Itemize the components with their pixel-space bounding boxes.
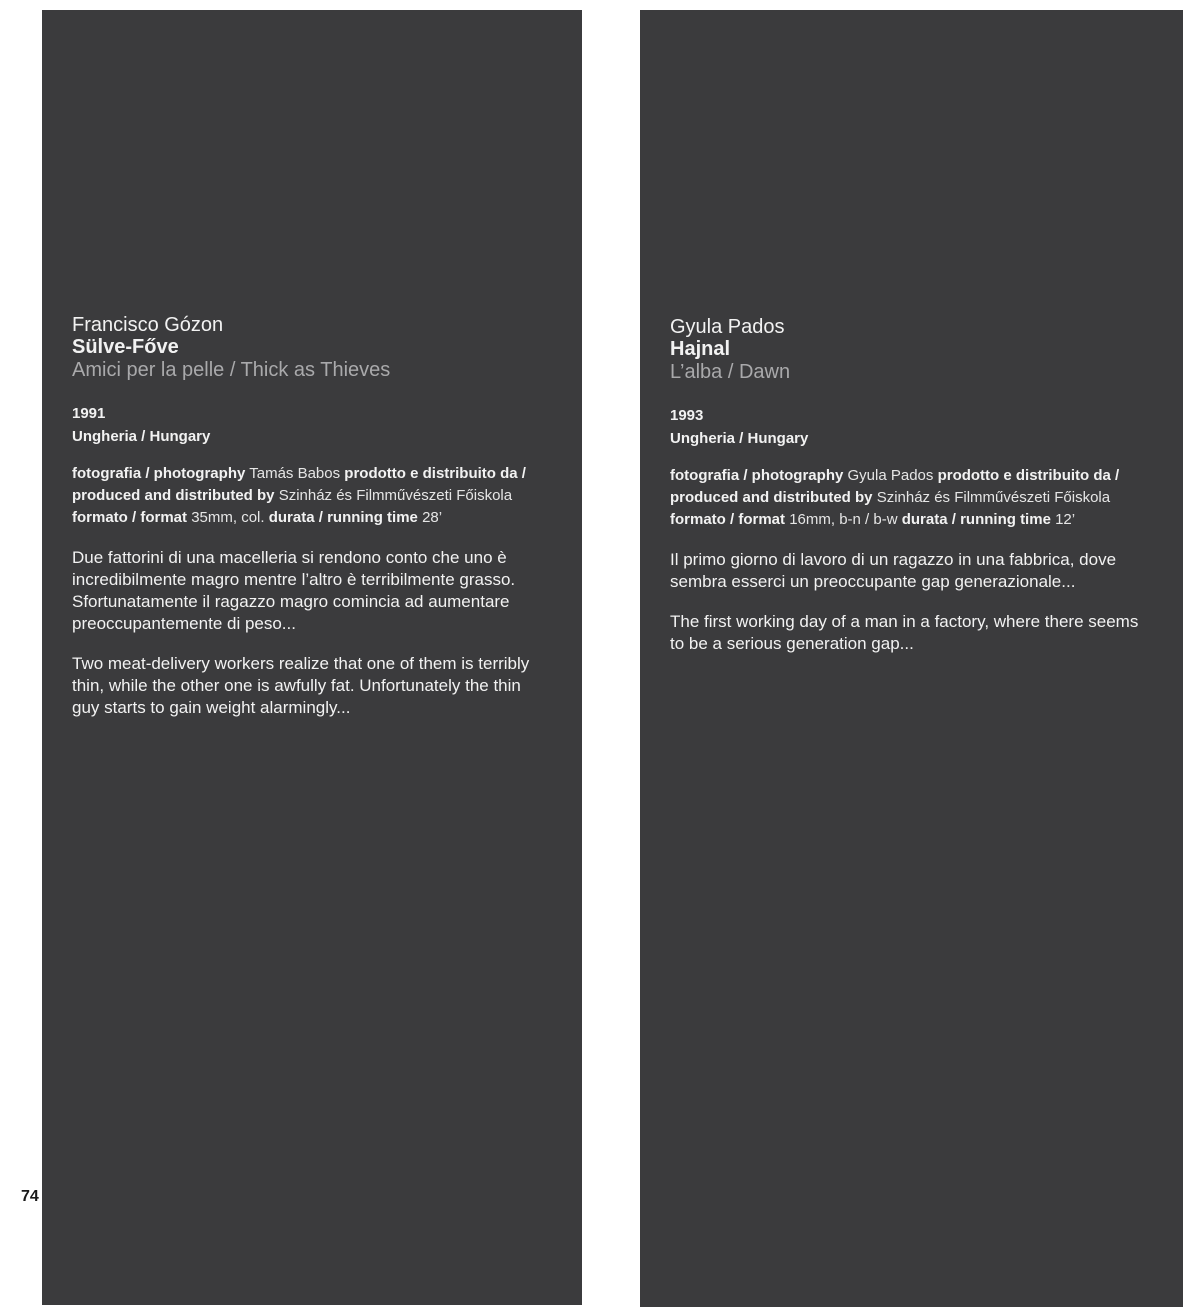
year-country <box>670 404 1150 450</box>
synopsis-english: Two meat-delivery workers realize that one of them is terribly thin, while the other one is awfully fat. Unfortunately the thin guy starts to gain weight alarmingly... <box>72 654 530 717</box>
photography-value: Gyula Pados <box>847 467 934 484</box>
director-name: Gyula Pados <box>670 316 785 338</box>
credits <box>72 463 552 529</box>
translated-title: Amici per la pelle / Thick as Thieves <box>72 359 391 381</box>
running-time-value: 28’ <box>422 509 443 526</box>
original-title: Hajnal <box>670 338 731 360</box>
film-country: Ungheria / Hungary <box>670 430 809 447</box>
credits <box>670 465 1150 531</box>
film-entry <box>72 314 552 736</box>
running-time-value: 12’ <box>1055 511 1076 528</box>
film-year: 1991 <box>72 405 106 422</box>
synopsis-italian: Il primo giorno di lavoro di un ragazzo in una fabbrica, dove sembra esserci un preoccupante gap generazionale... <box>670 550 1117 591</box>
format-label: formato / format <box>72 509 188 526</box>
year-country <box>72 402 552 448</box>
produced-label: prodotto e distribuito da / produced and distributed by <box>72 465 526 504</box>
synopsis-english: The first working day of a man in a factory, where there seems to be a serious generation gap... <box>670 612 1139 653</box>
produced-value: Szinház és Filmművészeti Főiskola <box>876 489 1111 506</box>
film-year: 1993 <box>670 407 704 424</box>
original-title: Sülve-Főve <box>72 336 179 358</box>
format-value: 35mm, col. <box>191 509 265 526</box>
photography-label: fotografia / photography <box>72 465 246 482</box>
format-value: 16mm, b-n / b-w <box>789 511 898 528</box>
film-card-left <box>42 10 582 1305</box>
film-entry <box>670 316 1150 672</box>
film-card-right <box>640 10 1183 1307</box>
produced-value: Szinház és Filmművészeti Főiskola <box>278 487 513 504</box>
director-name: Francisco Gózon <box>72 314 224 336</box>
produced-label: prodotto e distribuito da / produced and distributed by <box>670 467 1120 506</box>
running-time-label: durata / running time <box>268 509 418 526</box>
film-country: Ungheria / Hungary <box>72 428 211 445</box>
page-number: 74 <box>21 1188 39 1205</box>
format-label: formato / format <box>670 511 786 528</box>
photography-label: fotografia / photography <box>670 467 844 484</box>
photography-value: Tamás Babos <box>249 465 341 482</box>
translated-title: L’alba / Dawn <box>670 361 791 383</box>
running-time-label: durata / running time <box>901 511 1051 528</box>
synopsis-italian: Due fattorini di una macelleria si rendono conto che uno è incredibilmente magro mentre l’altro è terribilmente grasso. Sfortunatamente il ragazzo magro comincia ad aumentare preoccupantemente di peso... <box>72 548 516 633</box>
